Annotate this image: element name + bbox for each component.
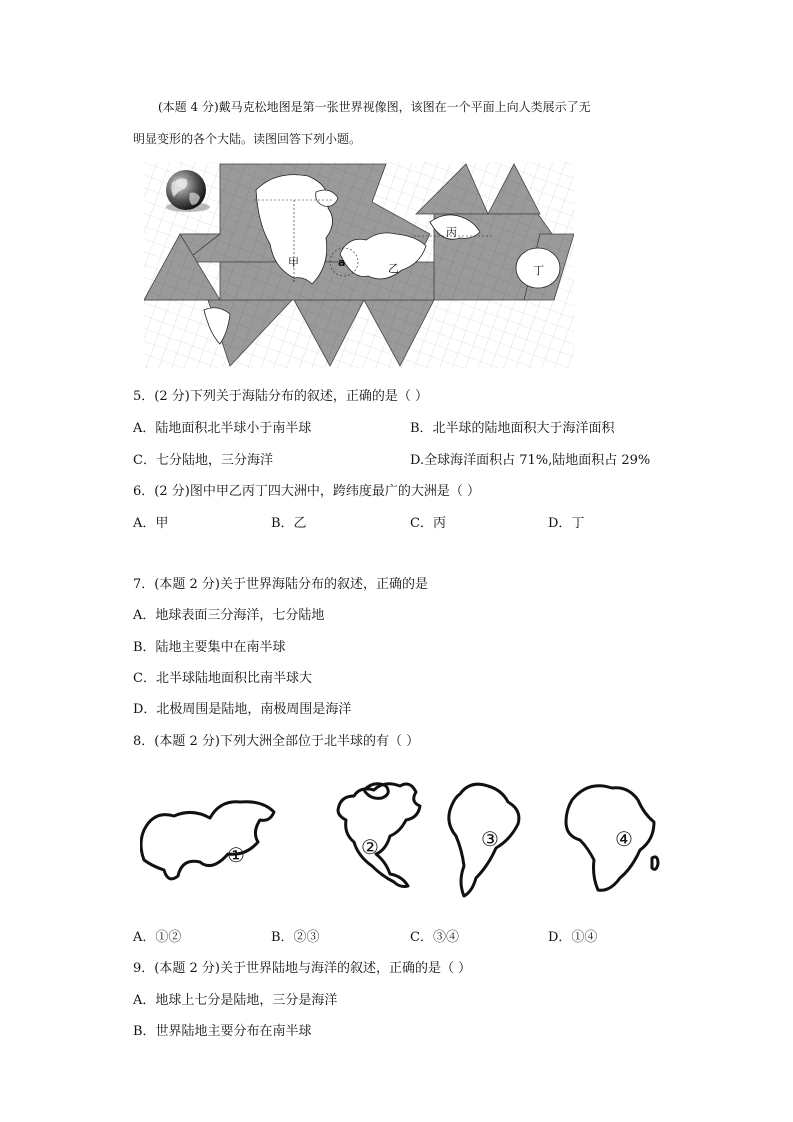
q7-option-b[interactable]: B．陆地主要集中在南半球 xyxy=(133,640,286,655)
q8-option-a[interactable]: A．①② xyxy=(133,930,182,945)
q5-option-d[interactable]: D.全球海洋面积占 71%,陆地面积占 29% xyxy=(410,453,651,468)
q7-option-a[interactable]: A．地球表面三分海洋，七分陆地 xyxy=(133,608,325,623)
q6-stem: 6．(2 分)图中甲乙丙丁四大洲中，跨纬度最广的大洲是（ ） xyxy=(133,484,480,499)
q5-stem: 5．(2 分)下列关于海陆分布的叙述，正确的是（ ） xyxy=(133,389,428,404)
q8-stem: 8．(本题 2 分)下列大洲全部位于北半球的有（ ） xyxy=(133,734,420,749)
label-a: a xyxy=(338,256,346,269)
q6-option-b[interactable]: B．乙 xyxy=(271,516,307,531)
intro-line-1: (本题 4 分)戴马克松地图是第一张世界视像图，该图在一个平面上向人类展示了无 xyxy=(158,100,591,114)
q7-option-c[interactable]: C．北半球陆地面积比南半球大 xyxy=(133,671,312,686)
q8-option-d[interactable]: D．①④ xyxy=(548,930,598,945)
q5-option-c[interactable]: C．七分陆地，三分海洋 xyxy=(133,453,273,468)
label-jia: 甲 xyxy=(288,256,299,269)
q7-stem: 7．(本题 2 分)关于世界海陆分布的叙述，正确的是 xyxy=(133,577,428,592)
q8-option-b[interactable]: B．②③ xyxy=(271,930,320,945)
q7-option-d[interactable]: D．北极周围是陆地，南极周围是海洋 xyxy=(133,702,352,717)
continent-2-label: ② xyxy=(361,835,379,859)
dymaxion-map xyxy=(144,162,574,368)
q5-option-b[interactable]: B．北半球的陆地面积大于海洋面积 xyxy=(410,421,615,436)
continent-outlines xyxy=(140,772,664,908)
q9-option-b[interactable]: B．世界陆地主要分布在南半球 xyxy=(133,1024,312,1039)
q9-option-a[interactable]: A．地球上七分是陆地，三分是海洋 xyxy=(133,993,338,1008)
q5-option-a[interactable]: A．陆地面积北半球小于南半球 xyxy=(133,421,312,436)
continent-3-label: ③ xyxy=(481,827,499,851)
label-bing: 丙 xyxy=(446,226,457,239)
q6-option-d[interactable]: D．丁 xyxy=(548,516,585,531)
continent-1-label: ① xyxy=(227,843,245,867)
q6-option-c[interactable]: C．丙 xyxy=(410,516,446,531)
q8-option-c[interactable]: C．③④ xyxy=(410,930,459,945)
label-yi: 乙 xyxy=(388,262,399,275)
q9-stem: 9．(本题 2 分)关于世界陆地与海洋的叙述，正确的是（ ） xyxy=(133,961,472,976)
q6-option-a[interactable]: A．甲 xyxy=(133,516,169,531)
label-ding: 丁 xyxy=(533,264,544,277)
continent-4-label: ④ xyxy=(615,827,633,851)
intro-line-2: 明显变形的各个大陆。读图回答下列小题。 xyxy=(133,132,362,146)
